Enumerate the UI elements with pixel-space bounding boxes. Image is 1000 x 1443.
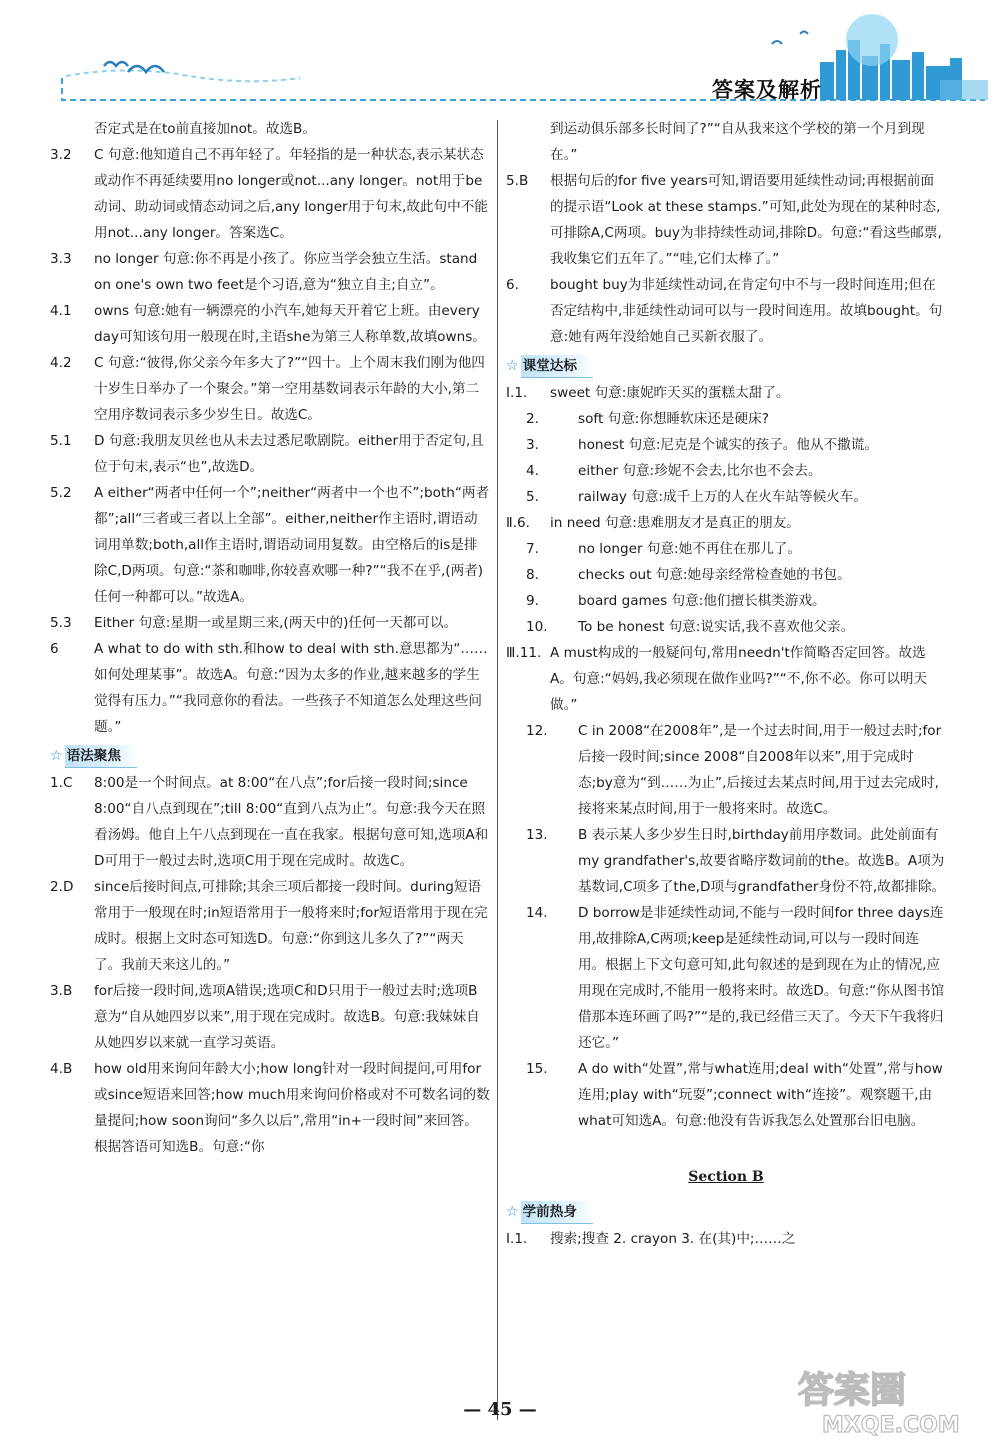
- answer-item: [506, 380, 946, 406]
- answer-text: either 句意:珍妮不会去,比尔也不会去。: [578, 463, 822, 479]
- answer-continuation: 到运动俱乐部多长时间了?”“自从我来这个学校的第一个月到现在。”: [550, 121, 925, 163]
- answer-number: 4.: [526, 463, 539, 479]
- answer-text: owns 句意:她有一辆漂亮的小汽车,她每天开着它上班。由every day可知该句用一般现在时,主语she为第三人称单数,故填owns。: [94, 303, 486, 345]
- answer-item: [506, 822, 946, 900]
- answer-number: 5.B: [506, 173, 529, 189]
- answer-number: 1.C: [50, 775, 73, 791]
- answer-item: [506, 1226, 946, 1252]
- answer-item: [506, 168, 946, 272]
- section-heading-label: 学前热身: [521, 1201, 593, 1224]
- section-heading: [506, 1198, 946, 1226]
- section-title: Section B: [688, 1169, 764, 1185]
- answer-number: 5.3: [50, 615, 72, 631]
- answer-item: [506, 432, 946, 458]
- watermark-text: 答案圈: [798, 1370, 907, 1411]
- section-heading-label: 语法聚焦: [65, 745, 137, 768]
- answer-item: [50, 298, 490, 350]
- answer-text: soft 句意:你想睡软床还是硬床?: [578, 411, 769, 427]
- answer-item: [506, 1056, 946, 1134]
- answer-item: [506, 900, 946, 1056]
- answer-item: [506, 406, 946, 432]
- answer-item: [506, 510, 946, 536]
- answer-item: [50, 1056, 490, 1160]
- answer-text: C in 2008“在2008年”,是一个过去时间,用于一般过去时;for后接一段时间;since 2008“自2008年以来”,用于完成时态;by意为“到……为止”,后接过去某点时间,用于过去完成时,接将来某点时间,用于一般将来时。故选C。: [578, 723, 942, 817]
- section-heading: [50, 742, 490, 770]
- answer-text: D borrow是非延续性动词,不能与一段时间for three days连用,故排除A,C两项;keep是延续性动词,可以与一段时间连用。根据上下文句意可知,此句叙述的是到现在为止的情况,应用现在完成时,不能用一般将来时。故选D。句意:“你从图书馆借那本连环画了吗?”“是的,我已经借三天了。今天下午我将归还它。”: [578, 905, 945, 1051]
- answer-item: [50, 770, 490, 874]
- answer-item: [506, 458, 946, 484]
- answer-text: A must构成的一般疑问句,常用needn't作简略否定回答。故选A。句意:“妈妈,我必须现在做作业吗?”“不,你不必。你可以明天做。”: [550, 645, 928, 713]
- answer-text: for后接一段时间,选项A错误;选项C和D只用于一般过去时;选项B意为“自从她四岁以来”,用于现在完成时。故选B。句意:我妹妹自从她四岁以来就一直学习英语。: [94, 983, 480, 1051]
- answer-item: [50, 610, 490, 636]
- answer-item: [506, 718, 946, 822]
- answer-item: [50, 874, 490, 978]
- watermark-logo: [792, 1358, 992, 1438]
- answer-text: A do with“处置”,常与what连用;deal with“处置”,常与how连用;play with“玩耍”;connect with“连接”。观察题干,由what可知选A。句意:他没有告诉我怎么处置那台旧电脑。: [578, 1061, 943, 1129]
- answer-item: [50, 142, 490, 246]
- answer-number: Ⅰ.1.: [506, 385, 528, 401]
- section-heading: [506, 352, 946, 380]
- answer-number: 4.B: [50, 1061, 73, 1077]
- answer-text: 搜索;搜查 2. crayon 3. 在(其)中;……之: [550, 1231, 796, 1247]
- answer-text: To be honest 句意:说实话,我不喜欢他父亲。: [578, 619, 855, 635]
- left-column: [50, 116, 490, 1160]
- header-title: 答案及解析: [712, 78, 822, 102]
- answer-number: 15.: [526, 1061, 548, 1077]
- bird-icon: [772, 41, 782, 44]
- answer-item: [50, 480, 490, 610]
- answer-text: A either“两者中任何一个”;neither“两者中一个也不”;both“两者都”;all“三者或三者以上全部”。either,neither作主语时,谓语动词用单数;both,all作主语时,谓语动词用复数。由空格后的is是排除C,D两项。句意:“茶和咖啡,你较喜欢哪一种?”“我不在乎,(两者)任何一种都可以。”故选A。: [94, 485, 490, 605]
- answer-number: 8.: [526, 567, 539, 583]
- answer-item: [506, 562, 946, 588]
- answer-text: checks out 句意:她母亲经常检查她的书包。: [578, 567, 851, 583]
- answer-text: B 表示某人多少岁生日时,birthday前用序数词。此处前面有my grandfather's,故要省略序数词前的the。故选B。A项为基数词,C项多了the,D项与grandfather身份不符,故都排除。: [578, 827, 946, 895]
- answer-number: 6.: [506, 277, 519, 293]
- answer-item: [506, 588, 946, 614]
- watermark-url: MXQE.COM: [822, 1413, 960, 1438]
- page-number: — 45 —: [463, 1399, 537, 1420]
- answer-number: 5.1: [50, 433, 72, 449]
- answer-text: no longer 句意:她不再住在那儿了。: [578, 541, 801, 557]
- star-icon: ☆: [506, 358, 519, 374]
- answer-number: 3.: [526, 437, 539, 453]
- answer-item: [50, 246, 490, 298]
- section-heading-label: 课堂达标: [521, 355, 593, 378]
- answer-number: 4.1: [50, 303, 72, 319]
- header-decoration: [0, 0, 1000, 110]
- answer-item: [50, 978, 490, 1056]
- answer-text: D 句意:我朋友贝丝也从未去过悉尼歌剧院。either用于否定句,且位于句末,表示“也”,故选D。: [94, 433, 484, 475]
- answer-number: 7.: [526, 541, 539, 557]
- answer-text: railway 句意:成千上万的人在火车站等候火车。: [578, 489, 867, 505]
- answer-text: bought buy为非延续性动词,在肯定句中不与一段时间连用;但在否定结构中,非延续性动词可以与一段时间连用。故填bought。句意:她有两年没给她自己买新衣服了。: [550, 277, 943, 345]
- answer-text: C 句意:他知道自己不再年轻了。年轻指的是一种状态,表示某状态或动作不再延续要用no longer或not...any longer。not用于be动词、助动词或情态动词之后,any longer用于句末,故此句中不能用not...any longer。答案选C。: [94, 147, 488, 241]
- answer-text: since后接时间点,可排除;其余三项后都接一段时间。during短语常用于一般现在时;in短语常用于一般将来时;for短语常用于现在完成时。根据上文时态可知选D。句意:“你到这儿多久了?”“两天了。我前天来这儿的。”: [94, 879, 488, 973]
- answer-text: no longer 句意:你不再是小孩了。你应当学会独立生活。stand on one's own two feet是个习语,意为“独立自主;自立”。: [94, 251, 478, 293]
- answer-number: Ⅱ.6.: [506, 515, 530, 531]
- answer-item: [506, 536, 946, 562]
- answer-number: 5.: [526, 489, 539, 505]
- answer-number: 13.: [526, 827, 548, 843]
- answer-number: 2.: [526, 411, 539, 427]
- answer-number: 3.3: [50, 251, 72, 267]
- answer-text: C 句意:“彼得,你父亲今年多大了?”“四十。上个周末我们刚为他四十岁生日举办了一个聚会。”第一空用基数词表示年龄的大小,第二空用序数词表示多少岁生日。故选C。: [94, 355, 485, 423]
- answer-item: [50, 428, 490, 480]
- answer-text: A what to do with sth.和how to deal with sth.意思都为“……如何处理某事”。故选A。句意:“因为太多的作业,越来越多的学生觉得有压力。”“我同意你的看法。一些孩子不知道怎么处理这些问题。”: [94, 641, 488, 735]
- answer-continuation: 否定式是在to前直接加not。故选B。: [94, 121, 316, 137]
- answer-text: 根据句后的for five years可知,谓语要用延续性动词;再根据前面的提示语“Look at these stamps.”可知,此处为现在的某种时态,可排除A,C两项。buy为非持续性动词,排除D。句意:“看这些邮票,我收集它们五年了。”“哇,它们太棒了。”: [550, 173, 942, 267]
- answer-number: 3.2: [50, 147, 72, 163]
- answer-number: 5.2: [50, 485, 72, 501]
- answer-item: [506, 272, 946, 350]
- answer-number: 12.: [526, 723, 548, 739]
- answer-item: [506, 484, 946, 510]
- answer-number: 4.2: [50, 355, 72, 371]
- answer-number: 3.B: [50, 983, 73, 999]
- answer-text: how old用来询问年龄大小;how long针对一段时间提问,可用for或since短语来回答;how much用来询问价格或对不可数名词的数量提问;how soon询问“多久以后”,常用“in+一段时间”来回答。根据答语可知选B。句意:“你: [94, 1061, 490, 1155]
- answer-text: 8:00是一个时间点。at 8:00“在八点”;for后接一段时间;since 8:00“自八点到现在”;till 8:00“直到八点为止”。句意:我今天在照看汤姆。他自上午八点到现在一直在我家。根据句意可知,选项A和D可用于一般过去时,选项C用于现在完成时。故选C。: [94, 775, 489, 869]
- answer-number: Ⅰ.1.: [506, 1231, 528, 1247]
- answer-text: Either 句意:星期一或星期三来,(两天中的)任何一天都可以。: [94, 615, 458, 631]
- answer-number: Ⅲ.11.: [506, 645, 542, 661]
- bird-icon: [104, 62, 128, 66]
- answer-item: [506, 640, 946, 718]
- star-icon: ☆: [50, 748, 63, 764]
- answer-item: [506, 614, 946, 640]
- answer-text: sweet 句意:康妮昨天买的蛋糕太甜了。: [550, 385, 790, 401]
- page-header: [0, 0, 1000, 110]
- answer-item: [50, 350, 490, 428]
- answer-text: board games 句意:他们擅长棋类游戏。: [578, 593, 826, 609]
- answer-number: 14.: [526, 905, 548, 921]
- answer-number: 10.: [526, 619, 548, 635]
- answer-number: 2.D: [50, 879, 74, 895]
- answer-text: in need 句意:患难朋友才是真正的朋友。: [550, 515, 800, 531]
- answer-number: 6: [50, 641, 59, 657]
- star-icon: ☆: [506, 1204, 519, 1220]
- answer-number: 9.: [526, 593, 539, 609]
- sun-icon: [846, 14, 898, 66]
- right-column: [506, 116, 946, 1252]
- answer-text: honest 句意:尼克是个诚实的孩子。他从不撒谎。: [578, 437, 878, 453]
- answer-item: [50, 636, 490, 740]
- column-divider: [497, 120, 498, 1420]
